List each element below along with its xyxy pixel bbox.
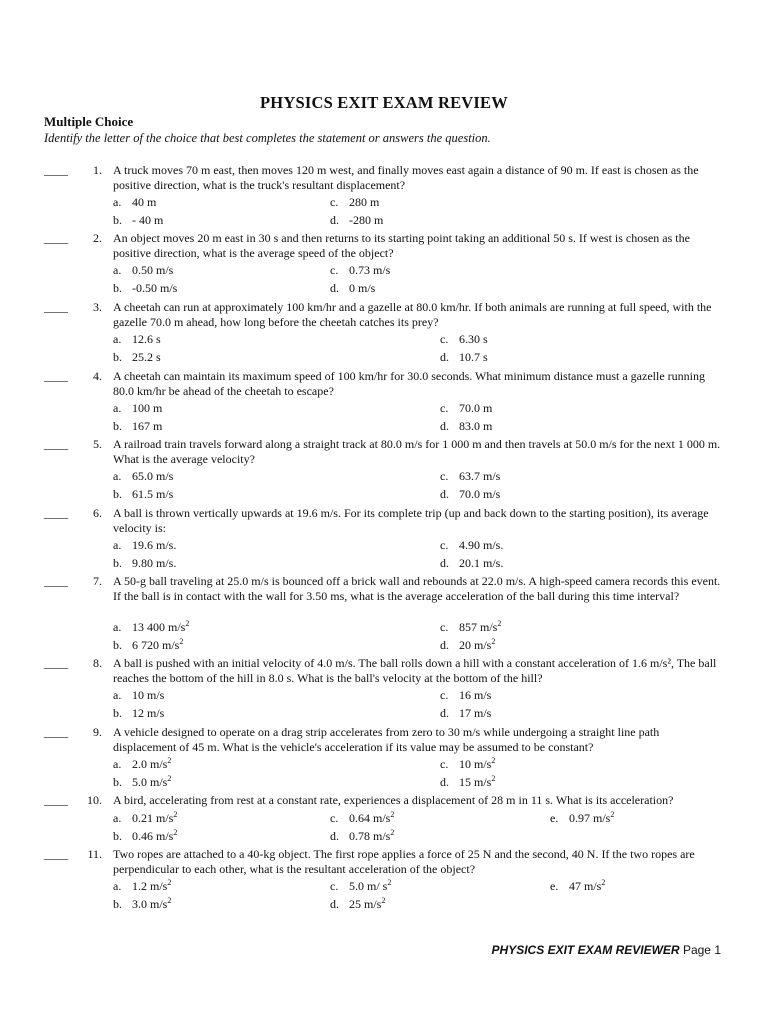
answer-blank[interactable]: ____ [44, 231, 68, 245]
superscript: 2 [167, 896, 172, 905]
question-text: A 50-g ball traveling at 25.0 m/s is bounced off a brick wall and rebounds at 22.0 m/s. A high-speed camera records this event. If the ball is in contact with the wall for 3.50 ms, what is the average acceleration of the ball during this time interval? [113, 574, 721, 603]
superscript: 2 [601, 878, 606, 887]
option-letter: d. [440, 706, 449, 720]
option-text: - 40 m [132, 213, 164, 227]
answer-option [113, 213, 163, 228]
superscript: 2 [173, 810, 178, 819]
question-item [0, 725, 768, 791]
answer-option [113, 556, 176, 571]
option-text: 83.0 m [459, 419, 493, 433]
answer-option [440, 332, 488, 347]
option-text: 20 m/s [459, 638, 492, 652]
question-text: A bird, accelerating from rest at a constant rate, experiences a displacement of 28 m in 11 s. What is its acceleration? [113, 793, 674, 807]
option-text: 70.0 m/s [459, 487, 501, 501]
option-letter: b. [113, 706, 122, 720]
option-text: -280 m [349, 213, 384, 227]
option-text: 20.1 m/s. [459, 556, 504, 570]
answer-option [113, 195, 156, 210]
option-text: 100 m [132, 401, 163, 415]
option-letter: a. [113, 620, 122, 634]
question-number: 10. [87, 793, 102, 807]
question-text: A truck moves 70 m east, then moves 120 m west, and finally moves east again a distance of 90 m. If east is chosen as the positive direction, what is the truck's resultant displacement? [113, 163, 699, 192]
answer-option [113, 263, 173, 278]
option-text: 4.90 m/s. [459, 538, 504, 552]
answer-option [440, 487, 500, 502]
question-item [0, 163, 768, 229]
option-letter: a. [113, 195, 122, 209]
option-letter: b. [113, 213, 122, 227]
option-letter: b. [113, 556, 122, 570]
question-number: 9. [93, 725, 102, 739]
option-letter: b. [113, 419, 122, 433]
footer-page-number: 1 [714, 943, 721, 957]
option-text: 16 m/s [459, 688, 492, 702]
option-letter: c. [440, 538, 449, 552]
question-text: A ball is pushed with an initial velocity of 4.0 m/s. The ball rolls down a hill with a constant acceleration of 1.6 m/s², The ball reaches the bottom of the hill in 8.0 s. What is the ball's velocity at the bottom of the hill? [113, 656, 717, 685]
answer-option [113, 350, 161, 365]
question-item [0, 847, 768, 913]
answer-option [440, 556, 503, 571]
option-text: 47 m/s [569, 879, 602, 893]
option-letter: a. [113, 879, 122, 893]
answer-option [330, 811, 394, 826]
answer-option [440, 401, 492, 416]
footer-title: PHYSICS EXIT EXAM REVIEWER [491, 943, 680, 957]
answer-blank[interactable]: ____ [44, 656, 68, 670]
option-letter: c. [330, 263, 339, 277]
option-letter: c. [330, 811, 339, 825]
answer-option [330, 263, 390, 278]
answer-option [113, 775, 171, 790]
answer-blank[interactable]: ____ [44, 506, 68, 520]
option-letter: d. [440, 638, 449, 652]
option-letter: b. [113, 897, 122, 911]
option-letter: c. [440, 688, 449, 702]
question-item [0, 656, 768, 722]
option-letter: e. [550, 879, 559, 893]
answer-option [113, 688, 164, 703]
option-text: 70.0 m [459, 401, 493, 415]
answer-option [440, 620, 501, 635]
option-letter: d. [330, 897, 339, 911]
option-text: 12.6 s [132, 332, 161, 346]
option-text: 0.64 m/s [349, 811, 391, 825]
option-text: 17 m/s [459, 706, 492, 720]
option-letter: b. [113, 638, 122, 652]
option-text: 25.2 s [132, 350, 161, 364]
option-text: 0.46 m/s [132, 829, 174, 843]
answer-option [113, 638, 183, 653]
question-item [0, 793, 768, 845]
answer-option [113, 706, 164, 721]
question-number: 4. [93, 369, 102, 383]
option-letter: b. [113, 487, 122, 501]
question-number: 3. [93, 300, 102, 314]
option-letter: a. [113, 538, 122, 552]
answer-option [440, 775, 495, 790]
option-letter: d. [440, 350, 449, 364]
answer-option [440, 419, 492, 434]
option-letter: c. [440, 332, 449, 346]
question-number: 7. [93, 574, 102, 588]
question-number: 11. [87, 847, 102, 861]
superscript: 2 [179, 637, 184, 646]
option-text: 40 m [132, 195, 157, 209]
option-letter: d. [330, 281, 339, 295]
question-item [0, 300, 768, 366]
option-text: 0.78 m/s [349, 829, 391, 843]
option-letter: d. [440, 487, 449, 501]
answer-option [330, 195, 379, 210]
option-text: 15 m/s [459, 775, 492, 789]
answer-blank[interactable]: ____ [44, 574, 68, 588]
option-text: 280 m [349, 195, 380, 209]
answer-option [440, 538, 503, 553]
superscript: 2 [185, 619, 190, 628]
option-letter: e. [550, 811, 559, 825]
answer-option [113, 757, 171, 772]
answer-blank[interactable]: ____ [44, 437, 68, 451]
option-text: 0.73 m/s [349, 263, 391, 277]
question-item [0, 437, 768, 503]
answer-blank[interactable]: ____ [44, 369, 68, 383]
answer-option [113, 401, 162, 416]
superscript: 2 [491, 756, 496, 765]
option-letter: a. [113, 688, 122, 702]
option-text: 25 m/s [349, 897, 382, 911]
footer-page-label: Page [682, 943, 711, 957]
superscript: 2 [381, 896, 386, 905]
question-number: 1. [93, 163, 102, 177]
option-text: 6.30 s [459, 332, 488, 346]
question-number: 2. [93, 231, 102, 245]
answer-option [440, 757, 495, 772]
option-letter: a. [113, 757, 122, 771]
answer-option [550, 811, 614, 826]
answer-option [330, 897, 385, 912]
option-letter: b. [113, 829, 122, 843]
question-text: A ball is thrown vertically upwards at 19.6 m/s. For its complete trip (up and back down to the starting position), its average velocity is: [113, 506, 709, 535]
option-text: 61.5 m/s [132, 487, 174, 501]
answer-option [113, 620, 189, 635]
option-letter: d. [440, 419, 449, 433]
answer-option [113, 419, 162, 434]
superscript: 2 [167, 774, 172, 783]
option-letter: c. [440, 469, 449, 483]
question-item [0, 574, 768, 654]
question-text: A cheetah can run at approximately 100 km/hr and a gazelle at 80.0 km/hr. If both animals are running at full speed, with the gazelle 70.0 m ahead, how long before the cheetah catches its prey? [113, 300, 712, 329]
option-text: 0.21 m/s [132, 811, 174, 825]
option-text: 63.7 m/s [459, 469, 501, 483]
answer-option [330, 829, 394, 844]
option-text: 13 400 m/s [132, 620, 186, 634]
option-letter: b. [113, 350, 122, 364]
page-title: PHYSICS EXIT EXAM REVIEW [260, 93, 508, 112]
option-letter: a. [113, 469, 122, 483]
option-text: -0.50 m/s [132, 281, 178, 295]
option-text: 1.2 m/s [132, 879, 168, 893]
answer-blank[interactable]: ____ [44, 725, 68, 739]
question-item [0, 231, 768, 297]
answer-option [113, 487, 173, 502]
superscript: 2 [491, 637, 496, 646]
superscript: 2 [491, 774, 496, 783]
option-text: 65.0 m/s [132, 469, 174, 483]
option-letter: b. [113, 281, 122, 295]
option-letter: d. [440, 556, 449, 570]
option-text: 2.0 m/s [132, 757, 168, 771]
answer-option [440, 638, 495, 653]
answer-option [113, 829, 177, 844]
option-letter: a. [113, 811, 122, 825]
option-letter: c. [440, 401, 449, 415]
answer-option [113, 538, 176, 553]
option-letter: c. [440, 757, 449, 771]
answer-blank[interactable]: ____ [44, 793, 68, 807]
answer-option [113, 469, 173, 484]
question-item [0, 506, 768, 572]
answer-blank[interactable]: ____ [44, 847, 68, 861]
option-letter: b. [113, 775, 122, 789]
option-letter: a. [113, 332, 122, 346]
option-text: 167 m [132, 419, 163, 433]
superscript: 2 [497, 619, 502, 628]
question-item [0, 369, 768, 435]
answer-option [113, 281, 177, 296]
section-heading: Multiple Choice [44, 114, 134, 129]
option-text: 5.0 m/s [132, 775, 168, 789]
option-text: 19.6 m/s. [132, 538, 177, 552]
question-text: A cheetah can maintain its maximum speed of 100 km/hr for 30.0 seconds. What minimum distance must a gazelle running 80.0 km/hr be ahead of the cheetah to escape? [113, 369, 705, 398]
answer-option [113, 897, 171, 912]
option-letter: d. [330, 829, 339, 843]
question-text: Two ropes are attached to a 40-kg object. The first rope applies a force of 25 N and the second, 40 N. If the two ropes are perpendicular to each other, what is the resultant acceleration of the object? [113, 847, 695, 876]
answer-option [330, 213, 383, 228]
superscript: 2 [610, 810, 615, 819]
superscript: 2 [173, 828, 178, 837]
answer-option [440, 688, 491, 703]
option-letter: d. [440, 775, 449, 789]
question-number: 6. [93, 506, 102, 520]
option-letter: d. [330, 213, 339, 227]
answer-option [550, 879, 605, 894]
option-text: 12 m/s [132, 706, 165, 720]
option-text: 0 m/s [349, 281, 376, 295]
answer-option [113, 332, 161, 347]
superscript: 2 [390, 810, 395, 819]
option-text: 857 m/s [459, 620, 498, 634]
instructions: Identify the letter of the choice that best completes the statement or answers the question. [44, 131, 491, 145]
answer-option [113, 879, 171, 894]
question-text: An object moves 20 m east in 30 s and then returns to its starting point taking an additional 50 s. If west is chosen as the positive direction, what is the average speed of the object? [113, 231, 690, 260]
option-text: 3.0 m/s [132, 897, 168, 911]
answer-option [113, 811, 177, 826]
option-letter: a. [113, 263, 122, 277]
option-letter: a. [113, 401, 122, 415]
superscript: 2 [387, 878, 392, 887]
option-text: 0.97 m/s [569, 811, 611, 825]
option-text: 9.80 m/s. [132, 556, 177, 570]
answer-option [440, 706, 491, 721]
option-text: 10.7 s [459, 350, 488, 364]
answer-option [330, 879, 391, 894]
question-number: 8. [93, 656, 102, 670]
option-text: 6 720 m/s [132, 638, 180, 652]
answer-option [330, 281, 375, 296]
page-footer [492, 943, 721, 957]
option-text: 0.50 m/s [132, 263, 174, 277]
option-text: 5.0 m/ s [349, 879, 388, 893]
answer-option [440, 350, 488, 365]
option-letter: c. [330, 879, 339, 893]
option-text: 10 m/s [132, 688, 165, 702]
question-number: 5. [93, 437, 102, 451]
superscript: 2 [167, 878, 172, 887]
answer-option [440, 469, 500, 484]
option-letter: c. [440, 620, 449, 634]
answer-blank[interactable]: ____ [44, 300, 68, 314]
question-text: A railroad train travels forward along a straight track at 80.0 m/s for 1 000 m and then travels at 50.0 m/s for the next 1 000 m. What is the average velocity? [113, 437, 721, 466]
option-text: 10 m/s [459, 757, 492, 771]
superscript: 2 [167, 756, 172, 765]
answer-blank[interactable]: ____ [44, 163, 68, 177]
question-text: A vehicle designed to operate on a drag strip accelerates from zero to 30 m/s while undergoing a straight line path displacement of 45 m. What is the vehicle's acceleration if its value may be assumed to be constant? [113, 725, 660, 754]
option-letter: c. [330, 195, 339, 209]
superscript: 2 [390, 828, 395, 837]
